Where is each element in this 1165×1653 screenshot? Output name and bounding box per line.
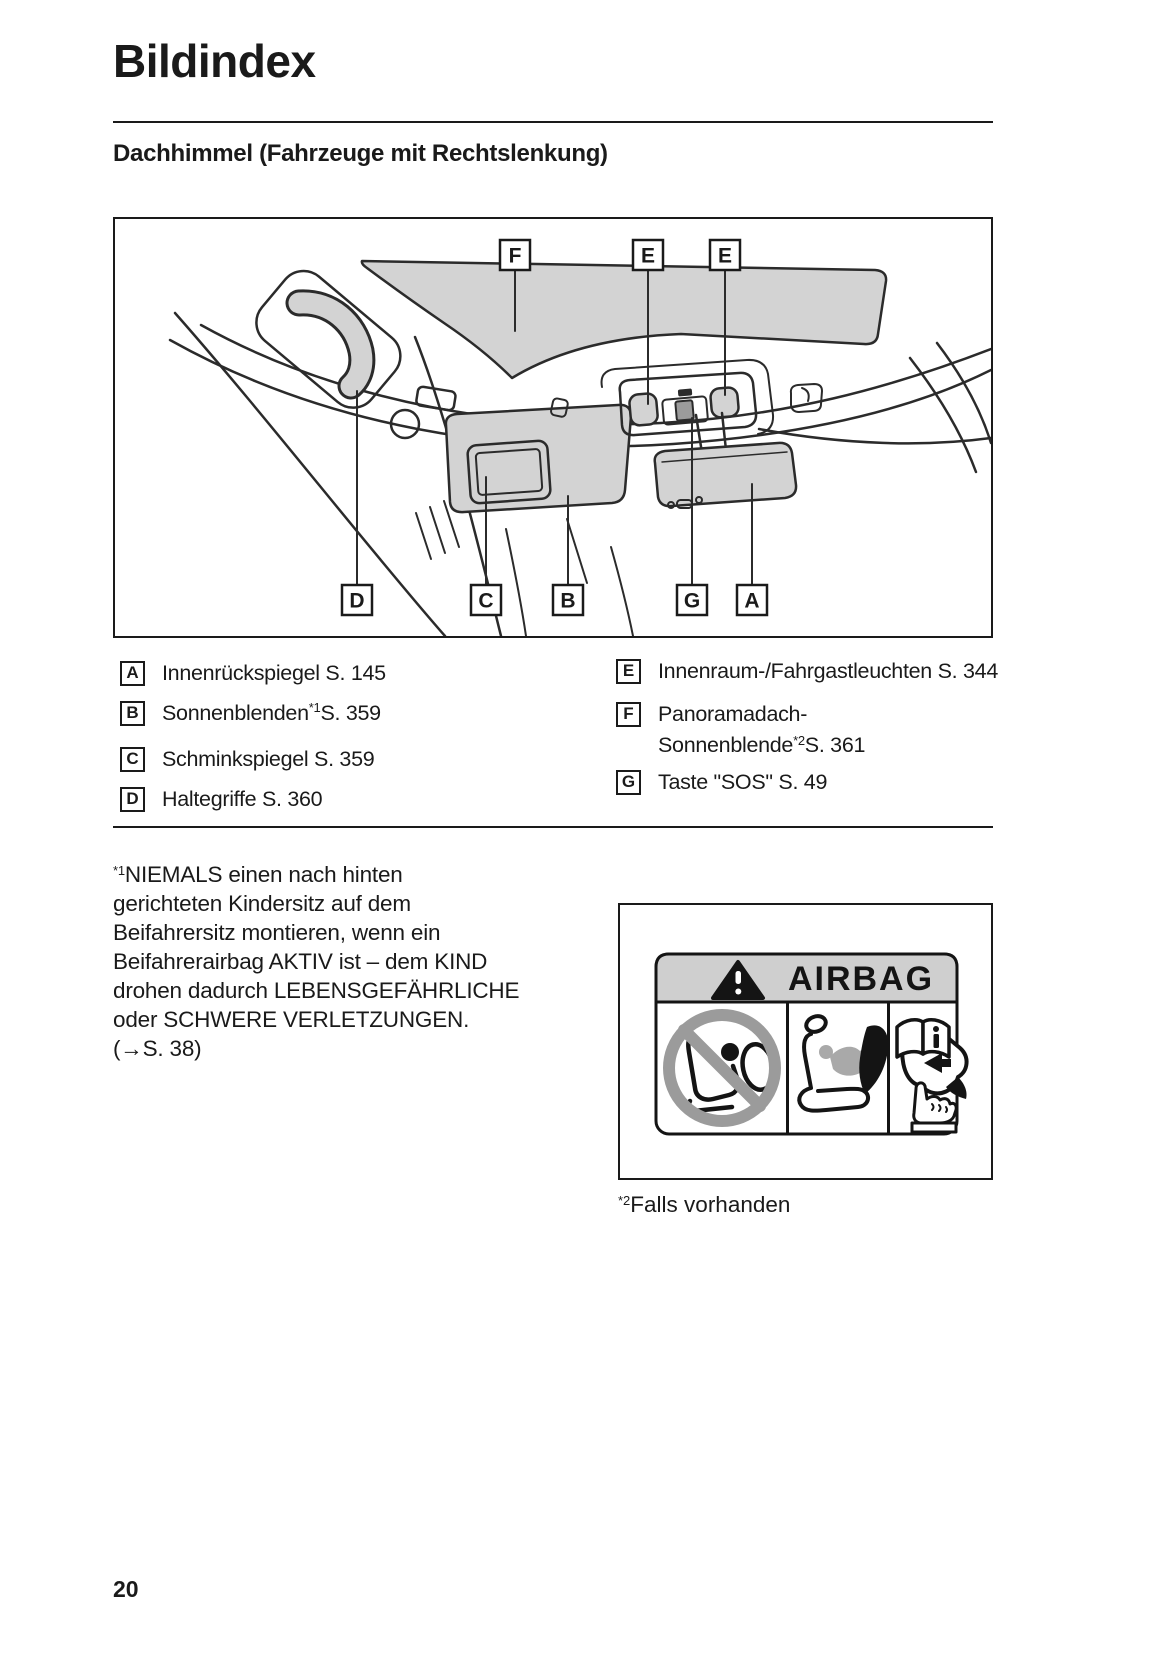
headliner-illustration: [115, 219, 991, 636]
console-sensor: [678, 388, 693, 396]
body-line: [611, 547, 633, 636]
interior-light-lens-left: [629, 393, 659, 426]
key-box-a: A: [120, 661, 145, 686]
callout-label-F: F: [508, 244, 522, 268]
key-box-d: D: [120, 787, 145, 812]
legend-divider-line: [113, 826, 993, 828]
figure-frame: [113, 217, 993, 638]
legend-item-e-label: Innenraum-/Fahrgastleuchten S. 344: [658, 658, 998, 683]
callout-label-A: A: [744, 589, 760, 613]
airbag-warning-box: [618, 903, 993, 1180]
legend-item-b: [120, 700, 381, 726]
legend-item-g: [616, 769, 827, 795]
page-number: 20: [113, 1576, 139, 1602]
legend-item-d: [120, 786, 322, 812]
legend-item-f-label-line2: Sonnenblende$^{*2}$S. 361: [658, 732, 866, 757]
legend-item-f: [616, 701, 807, 727]
legend-item-b-label: Sonnenblenden$^{*1}$S. 359: [162, 700, 381, 725]
legend-item-c-label: Schminkspiegel S. 359: [162, 746, 375, 771]
callout-label-E1: E: [640, 244, 656, 268]
callout-label-C: C: [478, 589, 494, 613]
key-box-c: C: [120, 747, 145, 772]
footnote-asterisk2-text: $^{*2}$Falls vorhanden: [618, 1192, 791, 1217]
key-box-g: G: [616, 770, 641, 795]
legend-item-f-label-line1: Panoramadach-: [658, 701, 808, 726]
pillar-hatch: [430, 507, 445, 553]
body-line: [506, 529, 526, 636]
pillar-hatch: [416, 513, 431, 559]
title-divider-line: [113, 121, 993, 123]
callout-label-E2: E: [717, 244, 733, 268]
footnote-asterisk1-text: $^{*1}$NIEMALS einen nach hinten gerichteten Kindersitz auf dem Beifahrersitz montieren, wenn ein Beifahrerairbag AKTIV ist – dem KIND drohen dadurch LEBENSGEFÄHRLICHE oder SCHWERE VERLETZUNGEN. (→S. 38): [113, 862, 520, 1061]
legend-item-e: [616, 658, 998, 684]
sos-button: [675, 400, 694, 420]
panorama-sunshade-shape: [362, 261, 886, 378]
sun-visor-shape: [446, 405, 631, 512]
key-box-b: B: [120, 701, 145, 726]
callout-label-G: G: [683, 589, 701, 613]
pillar-line: [175, 313, 445, 636]
airbag-label: [620, 905, 991, 1178]
body-line: [567, 519, 587, 583]
legend-item-c: [120, 746, 374, 772]
callout-label-D: D: [349, 589, 365, 613]
key-box-e: E: [616, 659, 641, 684]
airbag-header-text: AIRBAG: [787, 960, 935, 998]
legend-item-d-label: Haltegriffe S. 360: [162, 786, 323, 811]
coat-hook-detail: [802, 388, 809, 401]
legend-item-a-label: Innenrückspiegel S. 145: [162, 660, 386, 685]
key-box-f: F: [616, 702, 641, 727]
coat-hook: [791, 384, 822, 412]
legend-item-a: [120, 660, 386, 686]
legend-item-g-label: Taste "SOS" S. 49: [658, 769, 828, 794]
callout-label-B: B: [560, 589, 576, 613]
page-title: Bildindex: [113, 35, 316, 87]
section-heading: Dachhimmel (Fahrzeuge mit Rechtslenkung): [113, 140, 608, 167]
grab-handle-bezel: [247, 261, 411, 417]
